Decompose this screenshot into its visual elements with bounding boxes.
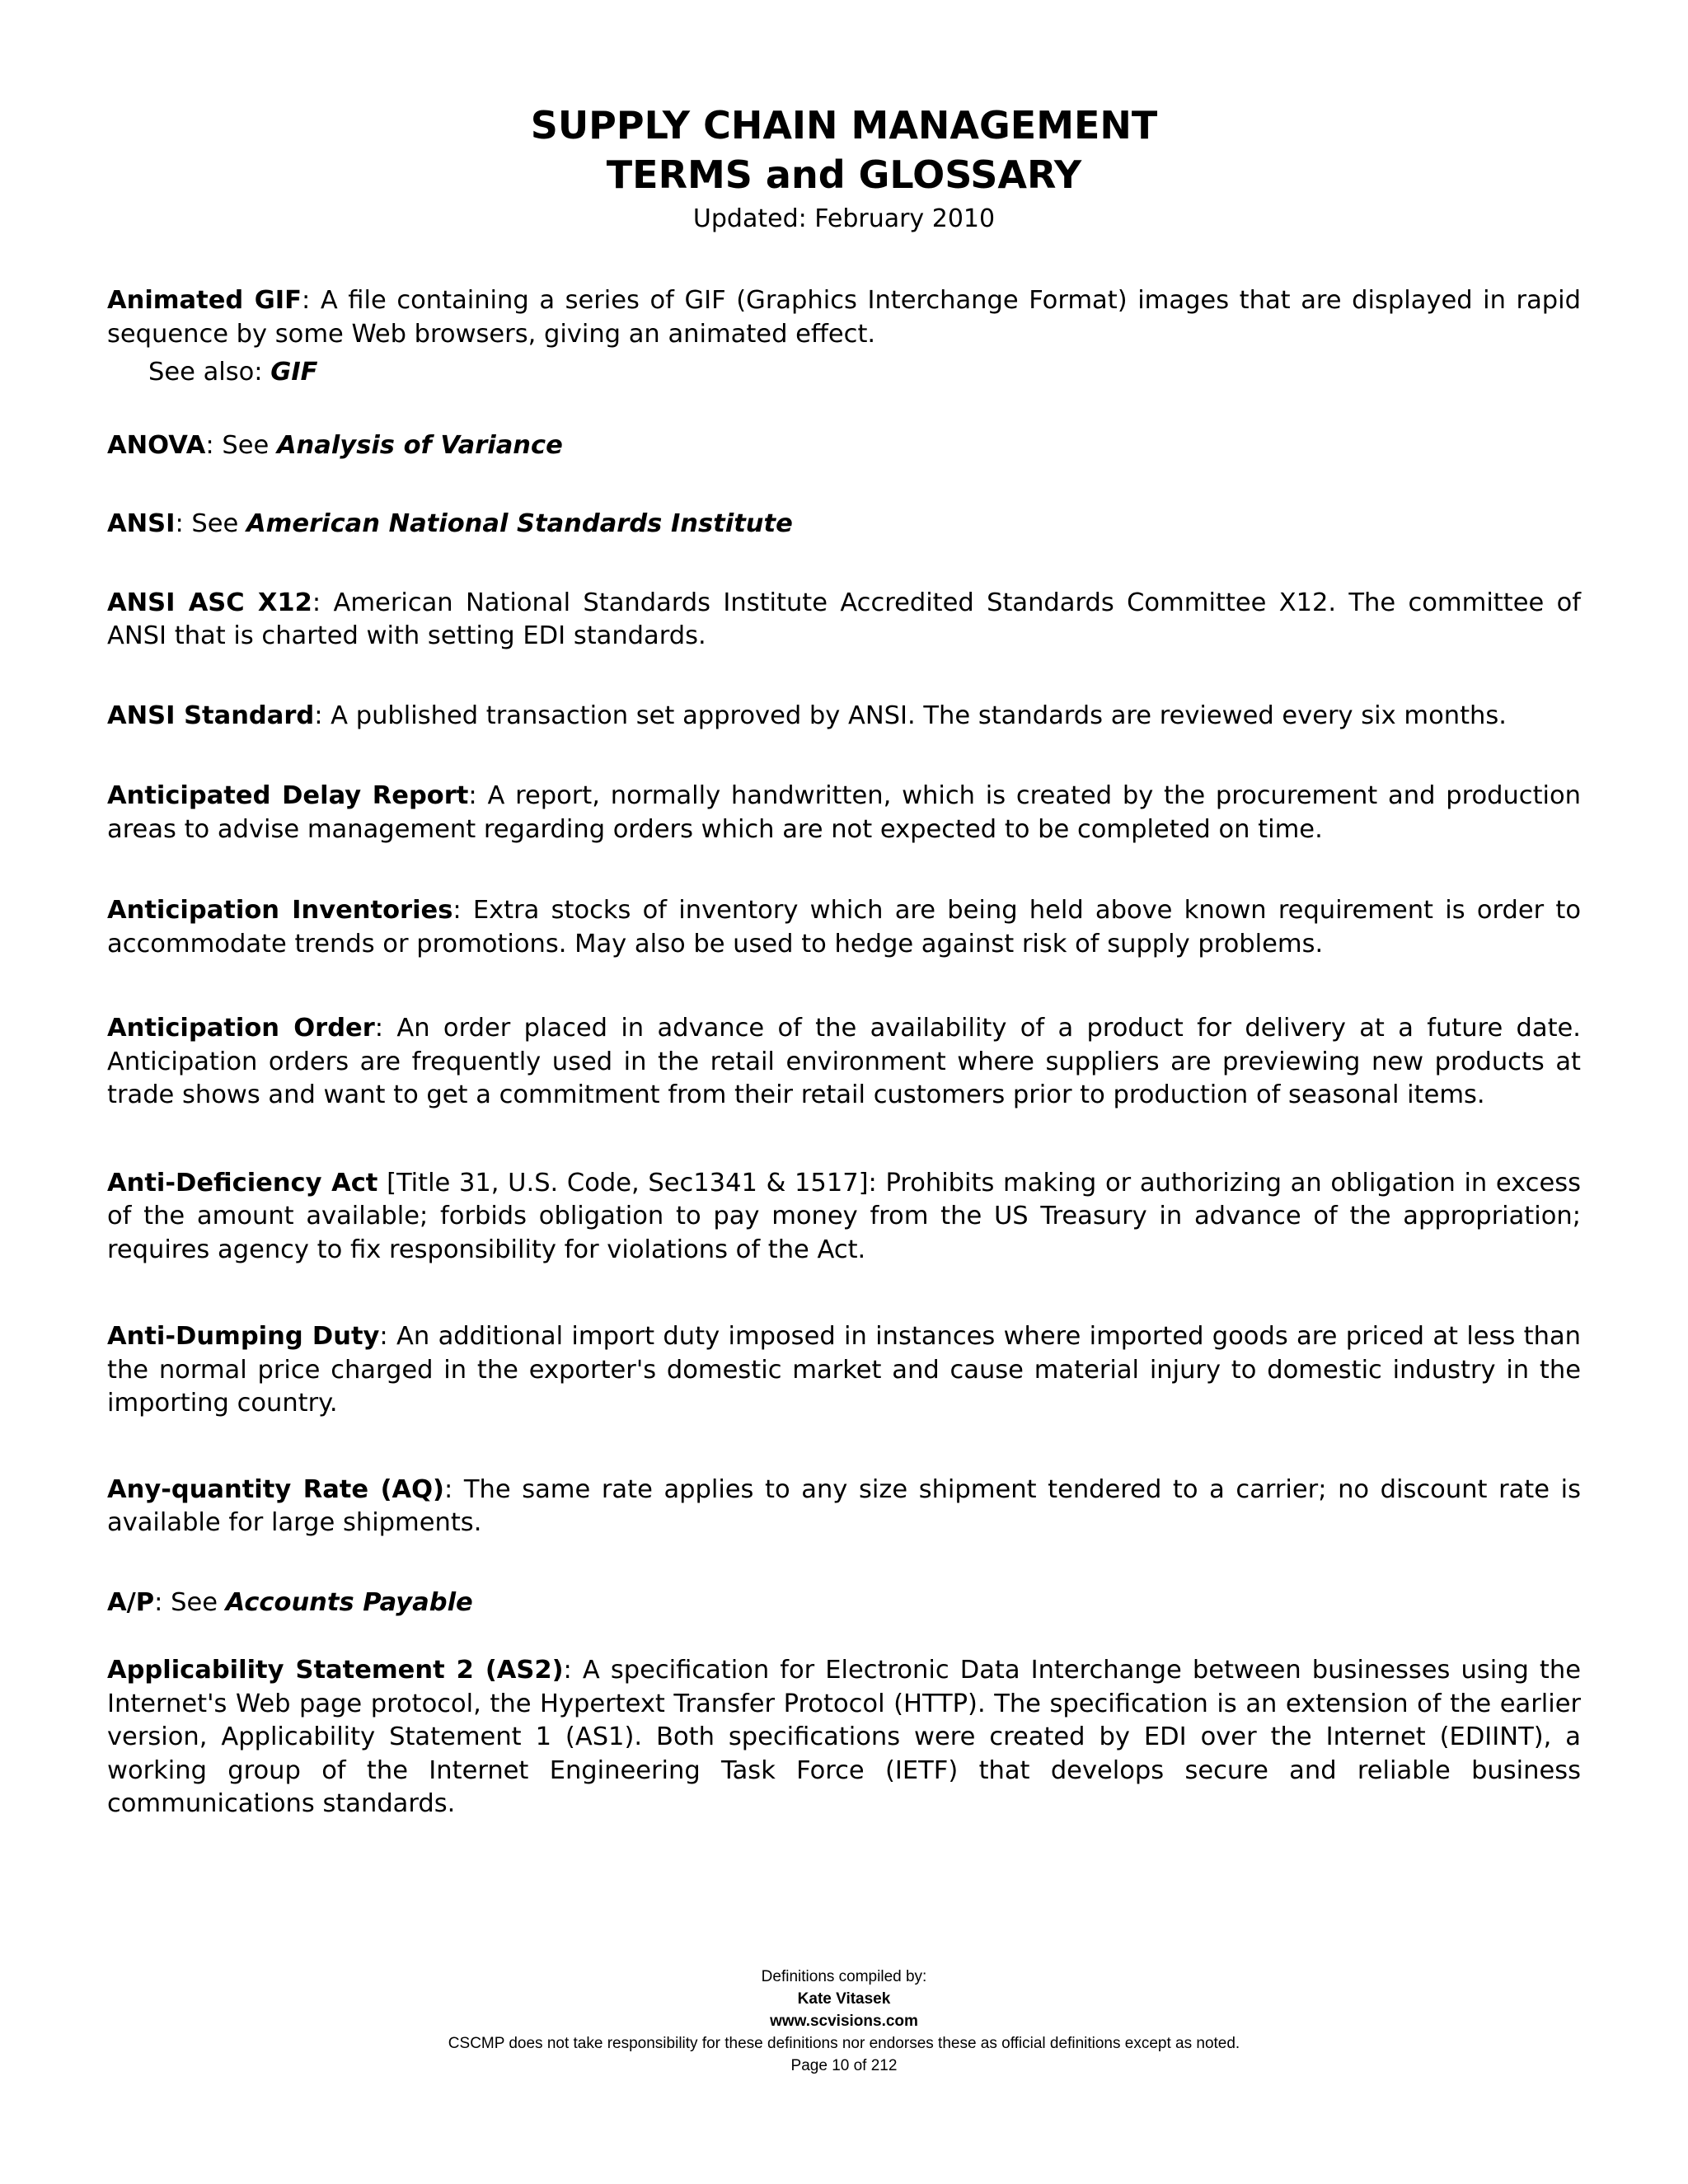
entry-separator: :	[175, 509, 184, 538]
footer-disclaimer: CSCMP does not take responsibility for these definitions nor endorses these as official definitions except as noted.	[448, 2035, 1240, 2052]
entry-separator: :	[205, 430, 214, 460]
entry-separator: :	[452, 896, 462, 925]
page-footer	[0, 1966, 1688, 2077]
footer-compiled-by: Definitions compiled by:	[761, 1968, 927, 1985]
entry-separator: :	[374, 1014, 384, 1043]
entry-separator: :	[314, 701, 323, 730]
entry-definition: A file containing a series of GIF (Graphics Interchange Format) images that are displayed in rapid sequence by some Web browsers, giving an animated effect.	[107, 286, 1581, 349]
footer-page-number: Page 10 of 212	[790, 2057, 898, 2074]
entry-term: Anticipated Delay Report	[107, 781, 469, 810]
entry-definition: A specification for Electronic Data Interchange between businesses using the Internet's Web page protocol, the Hypertext Transfer Protocol (HTTP). The specification is an extension of the earlier version, Applicability Statement 1 (AS1). Both specifications were created by EDI over the Internet (EDIINT), a working group of the Internet Engineering Task Force (IETF) that develops secure and reliable business communications standards.	[107, 1656, 1581, 1818]
glossary-entry-applicability-statement-2	[107, 1654, 1581, 1821]
see-label: See	[162, 1587, 226, 1617]
see-reference: Accounts Payable	[225, 1587, 473, 1617]
entry-term: ANSI Standard	[107, 701, 315, 730]
entry-separator: :	[379, 1322, 388, 1351]
title-line-1: SUPPLY CHAIN MANAGEMENT	[530, 103, 1158, 148]
updated-date: Updated: February 2010	[692, 204, 996, 233]
entry-separator: :	[301, 286, 311, 315]
title-line-2: TERMS and GLOSSARY	[606, 152, 1082, 197]
glossary-entry-anticipation-order	[107, 1012, 1581, 1113]
glossary-entry-anova	[107, 429, 1581, 463]
see-also-line	[148, 356, 1581, 390]
entry-separator: :	[444, 1474, 453, 1504]
entry-term: Animated GIF	[107, 286, 302, 315]
see-label: See	[183, 509, 247, 538]
entry-separator: :	[312, 588, 321, 617]
entry-term: Anti-Dumping Duty	[107, 1322, 380, 1351]
glossary-entry-a-p	[107, 1586, 1581, 1620]
glossary-entry-animated-gif	[107, 284, 1581, 351]
document-header	[0, 101, 1688, 237]
entry-term: Any-quantity Rate (AQ)	[107, 1474, 444, 1504]
entry-separator: :	[154, 1587, 163, 1617]
entry-definition: An additional import duty imposed in instances where imported goods are priced at less than the normal price charged in the exporter's domestic market and cause material injury to domestic industry in the importing country.	[107, 1322, 1581, 1418]
entry-term: Anticipation Order	[107, 1014, 375, 1043]
footer-website: www.scvisions.com	[770, 2013, 918, 2030]
see-also-label: See also:	[148, 358, 271, 387]
glossary-entry-anti-dumping-duty	[107, 1320, 1581, 1421]
entry-term: ANSI ASC X12	[107, 588, 312, 617]
glossary-entry-ansi	[107, 508, 1581, 541]
entry-separator: :	[563, 1656, 572, 1685]
see-label: See	[213, 430, 277, 460]
glossary-entry-ansi-asc-x12	[107, 587, 1581, 654]
entry-term: ANSI	[107, 509, 176, 538]
entry-definition: A published transaction set approved by ANSI. The standards are reviewed every six months.	[322, 701, 1507, 730]
entry-definition: The same rate applies to any size shipment tendered to a carrier; no discount rate is available for large shipments.	[107, 1474, 1581, 1537]
glossary-entry-anti-deficiency-act	[107, 1167, 1581, 1268]
glossary-entries	[107, 284, 1581, 1821]
glossary-entry-anticipation-inventories	[107, 894, 1581, 961]
entry-definition: Extra stocks of inventory which are being held above known requirement is order to accommodate trends or promotions. May also be used to hedge against risk of supply problems.	[107, 896, 1581, 958]
entry-definition: American National Standards Institute Accredited Standards Committee X12. The committee of ANSI that is charted with setting EDI standards.	[107, 588, 1581, 650]
glossary-entry-ansi-standard	[107, 700, 1581, 733]
entry-term: A/P	[107, 1587, 155, 1617]
glossary-entry-any-quantity-rate	[107, 1474, 1581, 1540]
entry-term: ANOVA	[107, 430, 206, 460]
entry-term: Anti-Deficiency Act	[107, 1168, 378, 1197]
see-reference: Analysis of Variance	[276, 430, 563, 460]
entry-term: Anticipation Inventories	[107, 896, 453, 925]
entry-separator: :	[468, 781, 477, 810]
see-also-reference: GIF	[270, 358, 318, 387]
entry-term: Applicability Statement 2 (AS2)	[107, 1656, 564, 1685]
see-reference: American National Standards Institute	[246, 509, 793, 538]
entry-definition: [Title 31, U.S. Code, Sec1341 & 1517]: Prohibits making or authorizing an obligation in excess of the amount available; forbids obligation to pay money from the US Treasury in advance of the appropriation; requires agency to fix responsibility for violations of the Act.	[107, 1168, 1581, 1264]
entry-definition: An order placed in advance of the availability of a product for delivery at a future date. Anticipation orders are frequently used in the retail environment where suppliers are previewing new products at trade shows and want to get a commitment from their retail customers prior to production of seasonal items.	[107, 1014, 1582, 1109]
entry-definition: A report, normally handwritten, which is created by the procurement and production areas to advise management regarding orders which are not expected to be completed on time.	[107, 781, 1581, 844]
footer-author: Kate Vitasek	[797, 1990, 891, 2008]
glossary-entry-anticipated-delay-report	[107, 780, 1581, 846]
